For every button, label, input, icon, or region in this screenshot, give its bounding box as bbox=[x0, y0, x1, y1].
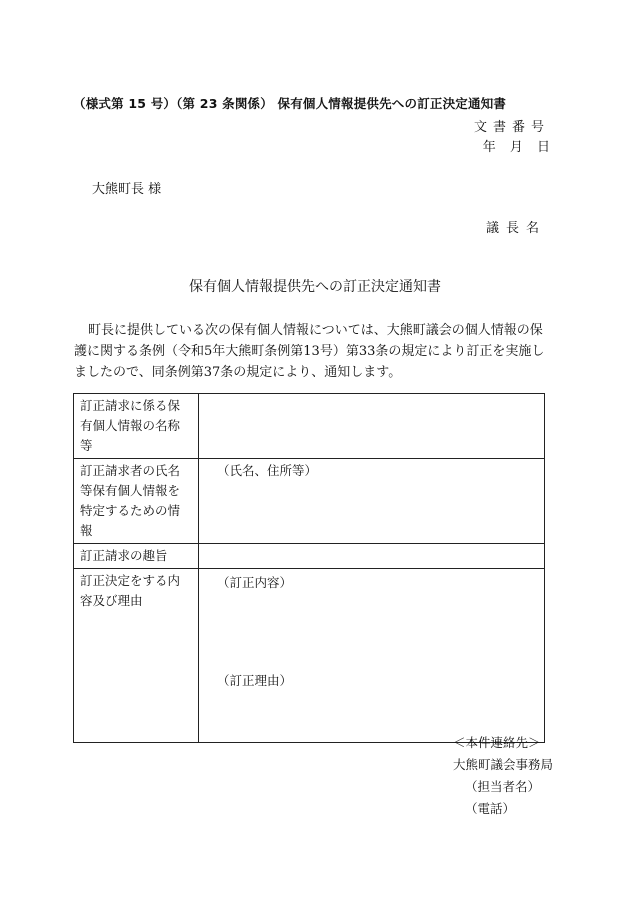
contact-heading: ＜本件連絡先＞ bbox=[453, 735, 541, 750]
row-label-purpose: 訂正請求の趣旨 bbox=[74, 544, 199, 569]
row-label-requester: 訂正請求者の氏名等保有個人情報を特定するための情報 bbox=[74, 459, 199, 544]
sender-name: 議長名 bbox=[485, 221, 546, 236]
row-value-purpose bbox=[199, 544, 545, 569]
row-value-decision bbox=[199, 569, 545, 743]
document-date-label: 年 月 日 bbox=[482, 140, 550, 155]
notice-heading: 保有個人情報提供先への訂正決定通知書 bbox=[189, 279, 441, 295]
requester-note: （氏名、住所等） bbox=[217, 463, 318, 478]
contact-office: 大熊町議会事務局 bbox=[453, 757, 554, 772]
row-label-decision: 訂正決定をする内容及び理由 bbox=[74, 569, 199, 743]
table-row bbox=[74, 459, 545, 544]
contact-person: （担当者名） bbox=[465, 779, 541, 794]
row-label-info-name: 訂正請求に係る保有個人情報の名称等 bbox=[74, 394, 199, 459]
table-row bbox=[74, 569, 545, 743]
body-paragraph: 町長に提供している次の保有個人情報については、大熊町議会の個人情報の保護に関する条例（令和5年大熊町条例第13号）第33条の規定により訂正を実施しましたので、同条例第37条の規定により、通知します。 bbox=[74, 323, 545, 380]
info-table bbox=[73, 393, 545, 743]
correction-reason-note: （訂正理由） bbox=[217, 673, 293, 688]
contact-phone: （電話） bbox=[465, 801, 516, 816]
addressee: 大熊町長 様 bbox=[92, 182, 162, 197]
table-row bbox=[74, 394, 545, 459]
contact-block bbox=[453, 732, 553, 820]
document-number-label: 文書番号 bbox=[473, 120, 550, 135]
row-value-info-name bbox=[199, 394, 545, 459]
table-row bbox=[74, 544, 545, 569]
row-value-requester bbox=[199, 459, 545, 544]
correction-content-note: （訂正内容） bbox=[217, 575, 293, 590]
form-title: （様式第 15 号）（第 23 条関係） 保有個人情報提供先への訂正決定通知書 bbox=[73, 96, 507, 111]
